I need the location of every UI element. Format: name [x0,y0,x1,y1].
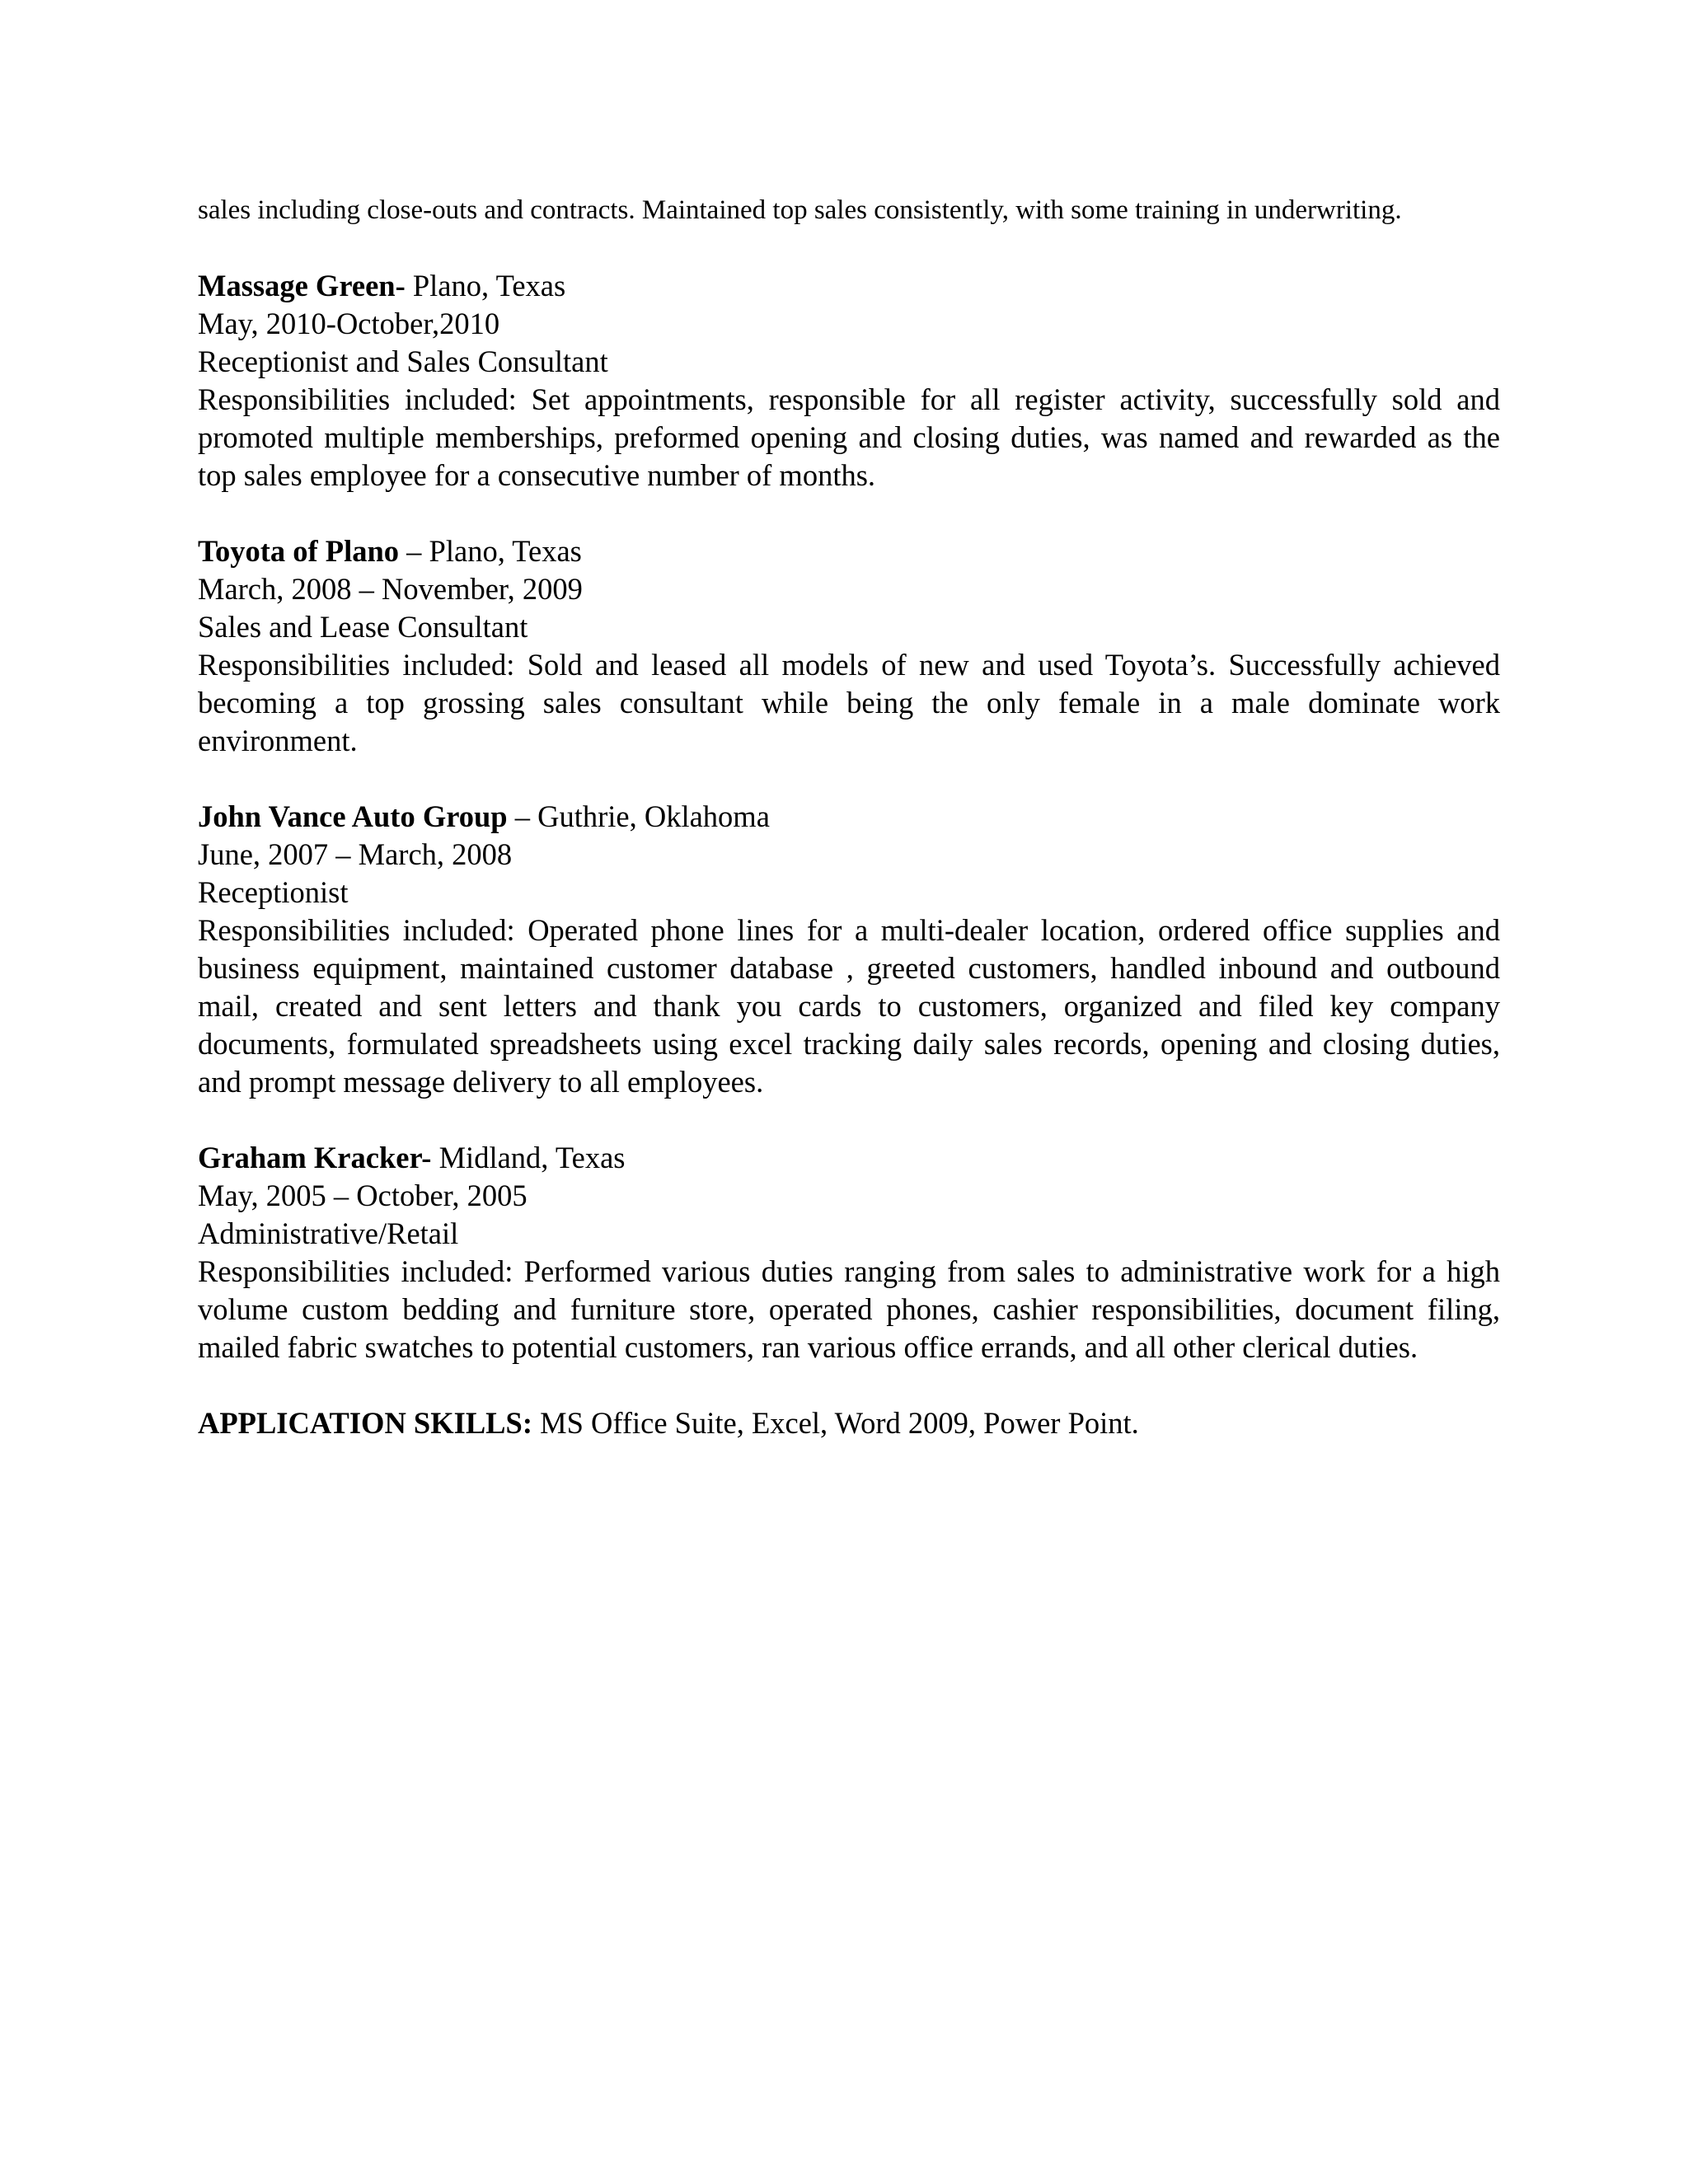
job-responsibilities: Responsibilities included: Set appointments, responsible for all register activity, successfully sold and promoted multiple memberships, preformed opening and closing duties, was named and rewarded as the top sales employee for a consecutive number of months. [198,382,1500,492]
job-title: Administrative/Retail [198,1216,459,1250]
job-location: – Plano, Texas [399,534,582,568]
employer-name: Massage Green- [198,269,406,302]
job-entry-john-vance-auto-group [198,798,1500,1101]
employer-name: Toyota of Plano [198,534,400,568]
job-dates: June, 2007 – March, 2008 [198,837,513,871]
application-skills [198,1404,1500,1442]
job-responsibilities: Responsibilities included: Performed various duties ranging from sales to administrative work for a high volume custom bedding and furniture store, operated phones, cashier responsibilities, document filing, mailed fabric swatches to potential customers, ran various office errands, and all other clerical duties. [198,1254,1500,1364]
job-responsibilities: Responsibilities included: Sold and leased all models of new and used Toyota’s. Successfully achieved becoming a top grossing sales consultant while being the only female in a male dominate work environment. [198,648,1500,757]
intro-paragraph: sales including close-outs and contracts. Maintained top sales consistently, with some training in underwriting. [198,195,1402,225]
job-title: Sales and Lease Consultant [198,610,528,644]
job-title: Receptionist [198,875,349,909]
job-entry-toyota-of-plano [198,532,1500,760]
job-dates: May, 2005 – October, 2005 [198,1179,528,1212]
job-title: Receptionist and Sales Consultant [198,344,608,378]
job-header [198,267,1500,305]
job-location: – Guthrie, Oklahoma [507,799,770,833]
job-responsibilities: Responsibilities included: Operated phone lines for a multi-dealer location, ordered office supplies and business equipment, maintained customer database , greeted customers, handled inbound and outbound mail, created and sent letters and thank you cards to customers, organized and filed key company documents, formulated spreadsheets using excel tracking daily sales records, opening and closing duties, and prompt message delivery to all employees. [198,913,1500,1099]
resume-content [198,191,1500,1473]
job-dates: March, 2008 – November, 2009 [198,572,583,606]
employer-name: John Vance Auto Group [198,799,508,833]
job-location: Plano, Texas [405,269,566,302]
skills-value: MS Office Suite, Excel, Word 2009, Power Point. [532,1406,1139,1440]
skills-label: APPLICATION SKILLS: [198,1406,532,1440]
job-entry-massage-green [198,267,1500,494]
job-location: Midland, Texas [431,1141,626,1174]
job-header [198,532,1500,570]
job-dates: May, 2010-October,2010 [198,307,500,340]
job-header [198,1139,1500,1177]
job-entry-graham-kracker [198,1139,1500,1366]
employer-name: Graham Kracker- [198,1141,432,1174]
job-header [198,798,1500,836]
